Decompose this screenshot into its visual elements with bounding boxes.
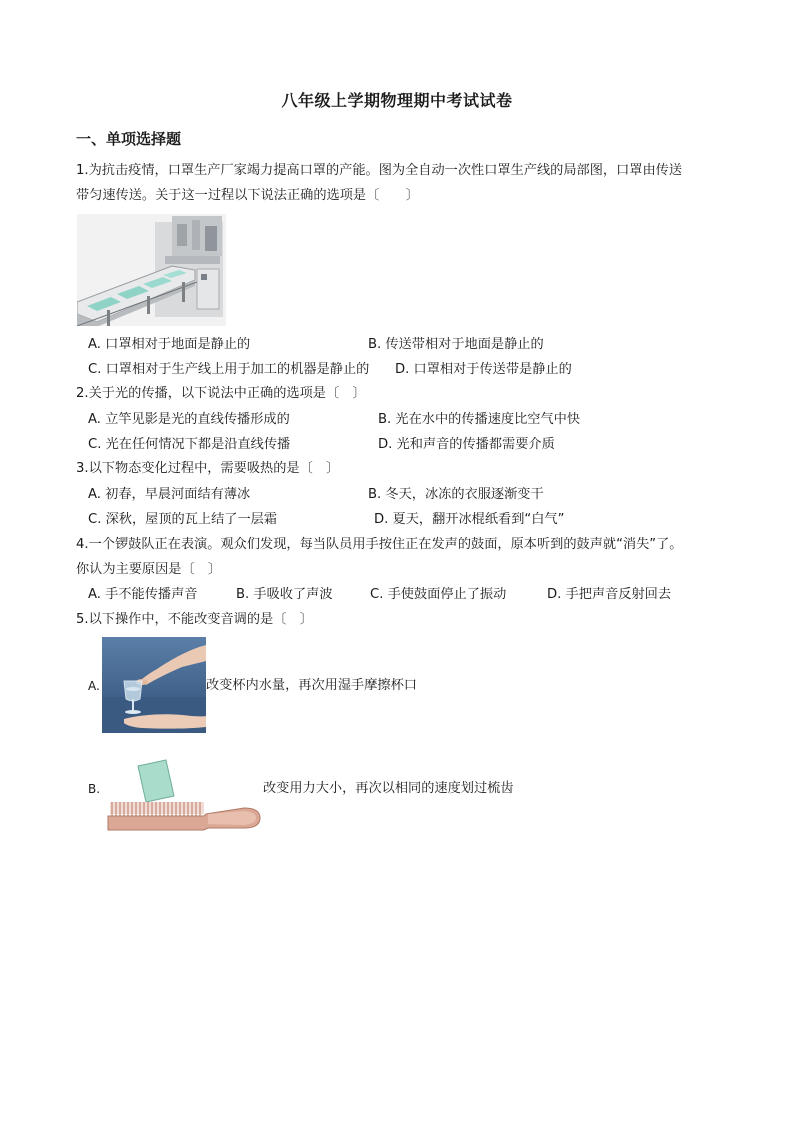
question-1-option-b[interactable]: B. 传送带相对于地面是静止的 bbox=[368, 337, 544, 352]
question-5-option-b-text[interactable]: 改变用力大小，再次以相同的速度划过梳齿 bbox=[263, 781, 514, 796]
question-5-option-b-letter[interactable]: B. bbox=[88, 782, 101, 796]
question-1-option-c[interactable]: C. 口罩相对于生产线上用于加工的机器是静止的 bbox=[88, 362, 370, 377]
question-5-option-a-text[interactable]: 改变杯内水量，再次用湿手摩擦杯口 bbox=[206, 678, 417, 693]
comb-and-card-image bbox=[104, 756, 264, 834]
question-4-line-2: 你认为主要原因是〔 〕 bbox=[76, 562, 222, 577]
question-1-line-2: 带匀速传送。关于这一过程以下说法正确的选项是〔 〕 bbox=[76, 188, 419, 203]
wet-finger-glass-image bbox=[102, 637, 206, 733]
question-2-option-b[interactable]: B. 光在水中的传播速度比空气中快 bbox=[378, 412, 581, 427]
question-2-line-1: 2.关于光的传播，以下说法中正确的选项是〔 〕 bbox=[76, 386, 366, 401]
section-heading: 一、单项选择题 bbox=[76, 130, 182, 148]
question-3-option-d[interactable]: D. 夏天，翻开冰棍纸看到“白气” bbox=[374, 512, 565, 527]
question-5-line-1: 5.以下操作中，不能改变音调的是〔 〕 bbox=[76, 612, 313, 627]
question-4-option-a[interactable]: A. 手不能传播声音 bbox=[88, 587, 198, 602]
question-3-option-a[interactable]: A. 初春，早晨河面结有薄冰 bbox=[88, 487, 251, 502]
question-1-line-1: 1.为抗击疫情，口罩生产厂家竭力提高口罩的产能。图为全自动一次性口罩生产线的局部图，口罩由传送 bbox=[76, 163, 683, 178]
question-5-option-a-letter[interactable]: A. bbox=[88, 679, 100, 693]
question-4-line-1: 4.一个锣鼓队正在表演。观众们发现，每当队员用手按住正在发声的鼓面，原本听到的鼓声就“消失”了。 bbox=[76, 537, 683, 552]
question-4-option-b[interactable]: B. 手吸收了声波 bbox=[236, 587, 333, 602]
question-2-option-d[interactable]: D. 光和声音的传播都需要介质 bbox=[378, 437, 555, 452]
question-1-option-d[interactable]: D. 口罩相对于传送带是静止的 bbox=[395, 362, 572, 377]
question-3-option-c[interactable]: C. 深秋，屋顶的瓦上结了一层霜 bbox=[88, 512, 278, 527]
question-4-option-d[interactable]: D. 手把声音反射回去 bbox=[547, 587, 672, 602]
question-3-line-1: 3.以下物态变化过程中，需要吸热的是〔 〕 bbox=[76, 461, 340, 476]
question-2-option-c[interactable]: C. 光在任何情况下都是沿直线传播 bbox=[88, 437, 291, 452]
question-3-option-b[interactable]: B. 冬天，冰冻的衣服逐渐变干 bbox=[368, 487, 544, 502]
question-2-option-a[interactable]: A. 立竿见影是光的直线传播形成的 bbox=[88, 412, 290, 427]
question-4-option-c[interactable]: C. 手使鼓面停止了振动 bbox=[370, 587, 507, 602]
question-1-option-a[interactable]: A. 口罩相对于地面是静止的 bbox=[88, 337, 251, 352]
mask-production-line-image bbox=[77, 214, 226, 326]
page-title: 八年级上学期物理期中考试试卷 bbox=[281, 91, 513, 110]
